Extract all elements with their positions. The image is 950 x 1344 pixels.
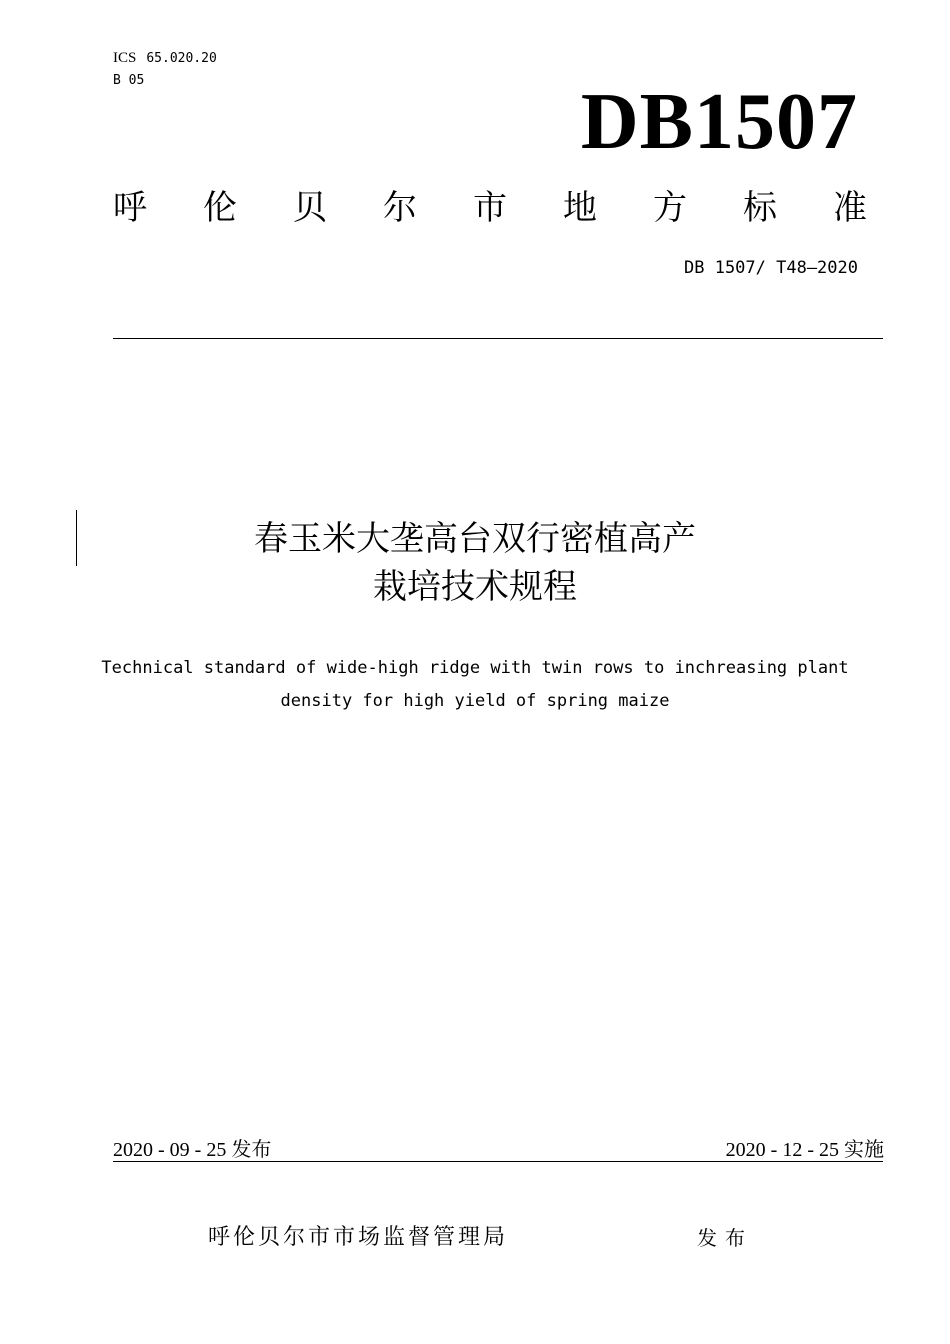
- standard-number: DB 1507/ T48—2020: [684, 258, 858, 278]
- standard-type-char: 伦: [203, 188, 237, 228]
- english-title-line-2: density for high yield of spring maize: [280, 691, 670, 711]
- publish-label: 发布: [697, 1226, 753, 1250]
- header-divider: [113, 338, 883, 339]
- ics-line: [113, 48, 217, 69]
- standard-type-char: 尔: [383, 188, 417, 228]
- ics-code: 65.020.20: [146, 51, 217, 66]
- ics-label: ICS: [113, 50, 137, 66]
- chinese-title-line-1: 春玉米大垄高台双行密植高产: [254, 519, 696, 559]
- english-title-line-1: Technical standard of wide-high ridge with twin rows to inchreasing plant: [101, 658, 849, 678]
- release-date: 2020 - 09 - 25 发布: [113, 1139, 272, 1161]
- footer-divider: [113, 1161, 883, 1162]
- standard-type: [113, 186, 867, 230]
- issuing-authority: 呼伦贝尔市市场监督管理局: [208, 1225, 509, 1250]
- standard-type-char: 贝: [293, 188, 327, 228]
- chinese-title: [0, 515, 950, 611]
- ccs-code: B 05: [113, 73, 145, 88]
- standard-type-char: 准: [833, 188, 867, 228]
- implement-date: 2020 - 12 - 25 实施: [725, 1139, 884, 1161]
- chinese-title-line-2: 栽培技术规程: [373, 567, 577, 607]
- standard-type-char: 市: [473, 188, 507, 228]
- standard-type-char: 地: [563, 188, 597, 228]
- english-title: [0, 652, 950, 718]
- db-mark: DB1507: [580, 78, 858, 166]
- standard-type-char: 呼: [113, 188, 147, 228]
- standard-type-char: 标: [743, 188, 777, 228]
- standard-type-char: 方: [653, 188, 687, 228]
